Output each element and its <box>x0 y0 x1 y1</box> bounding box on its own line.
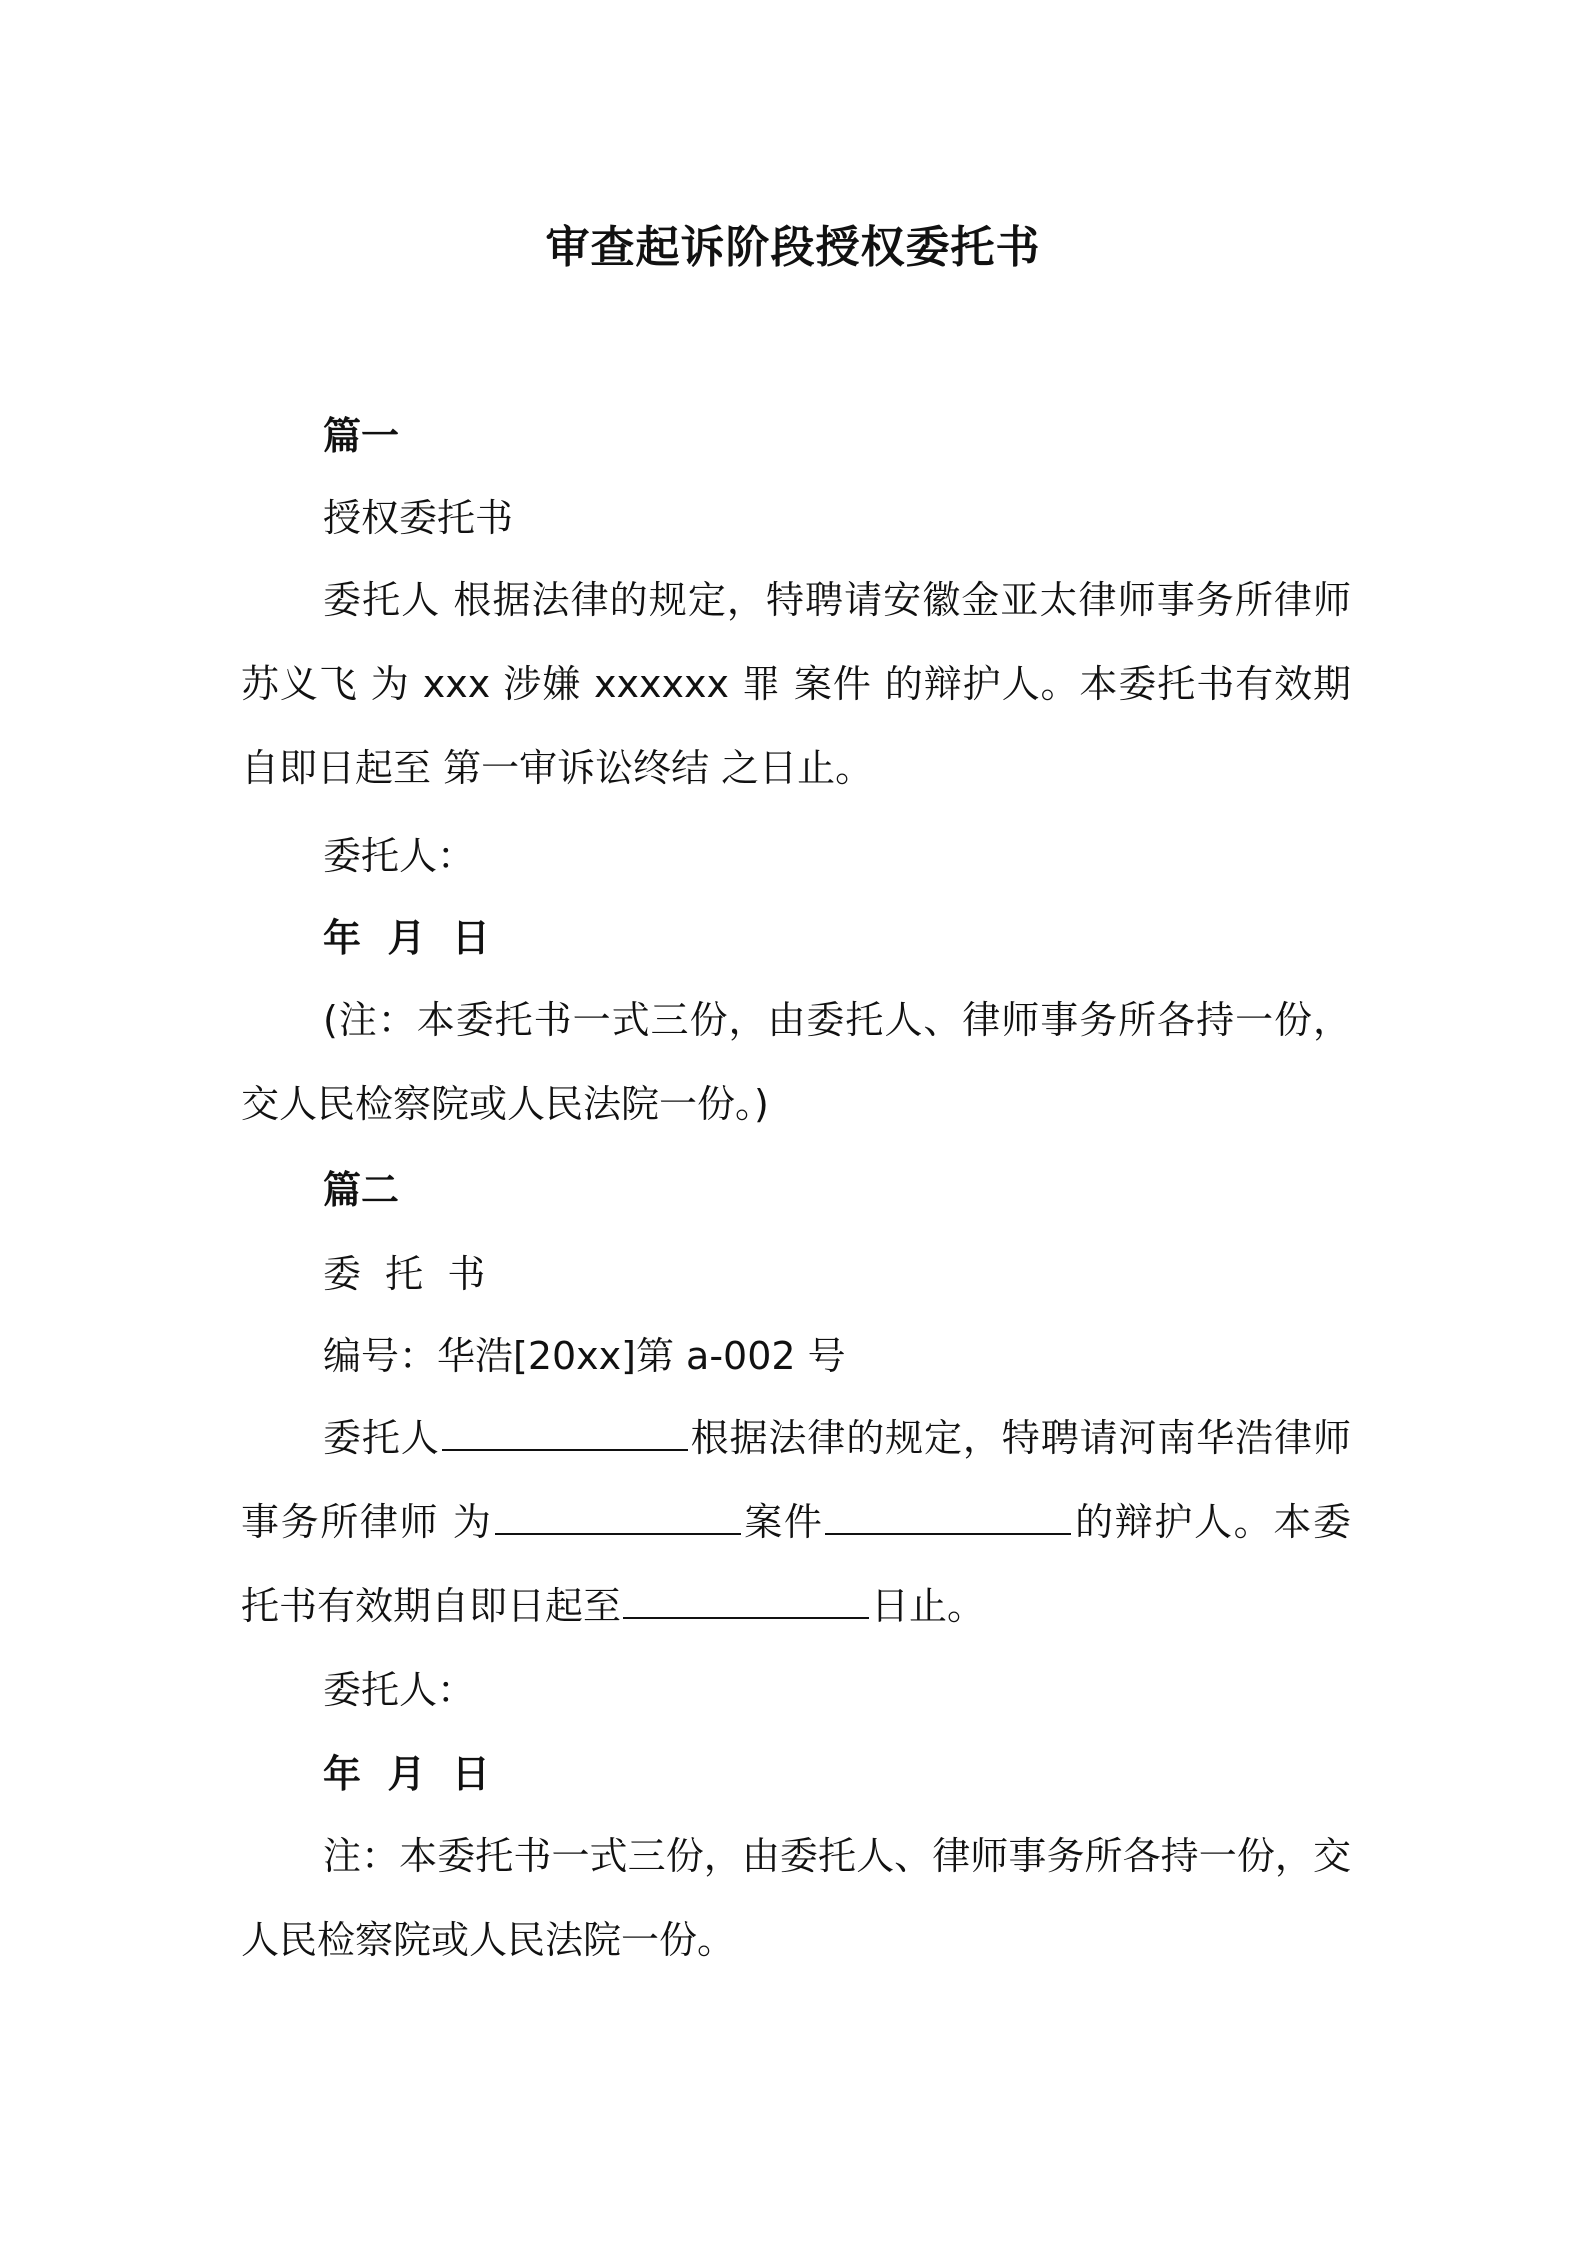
part1-heading: 篇一 <box>323 414 400 458</box>
blank-client-field <box>442 1415 688 1451</box>
part2-body-client: 委托人 <box>323 1416 440 1460</box>
part1-subheading: 授权委托书 <box>323 496 514 540</box>
part2-heading: 篇二 <box>323 1168 400 1212</box>
part2-body-defender: 的辩护人。本委托书有效期自即日起至 <box>241 1500 1351 1628</box>
part2-body-case: 案件 <box>742 1500 824 1544</box>
part2-note: 注：本委托书一式三份，由委托人、律师事务所各持一份，交人民检察院或人民法院一份。 <box>241 1834 1351 1962</box>
blank-end-date-field <box>623 1583 869 1619</box>
part2-body-end: 日止。 <box>871 1584 986 1628</box>
blank-case-type-field <box>825 1499 1071 1535</box>
part1-date-label: 年 月 日 <box>323 916 490 960</box>
part2-date-label: 年 月 日 <box>323 1752 490 1796</box>
part2-client-label: 委托人： <box>323 1668 476 1712</box>
blank-case-field <box>495 1499 741 1535</box>
part2-body-law: 根据法律的规定，特聘请河南华浩律师事务所律师 为 <box>241 1416 1351 1544</box>
part2-body <box>241 1396 1351 1648</box>
part1-note: (注：本委托书一式三份，由委托人、律师事务所各持一份，交人民检察院或人民法院一份。) <box>241 998 1351 1126</box>
part2-number: 编号：华浩[20xx]第 a-002 号 <box>323 1334 846 1378</box>
part1-client-label: 委托人： <box>323 834 476 878</box>
document-title: 审查起诉阶段授权委托书 <box>545 222 1041 273</box>
part2-subheading: 委 托 书 <box>323 1252 486 1296</box>
part1-body: 委托人 根据法律的规定，特聘请安徽金亚太律师事务所律师 苏义飞 为 xxx 涉嫌 xxxxxx 罪 案件 的辩护人。本委托书有效期自即日起至 第一审诉讼终结 之日止。 <box>241 578 1351 790</box>
